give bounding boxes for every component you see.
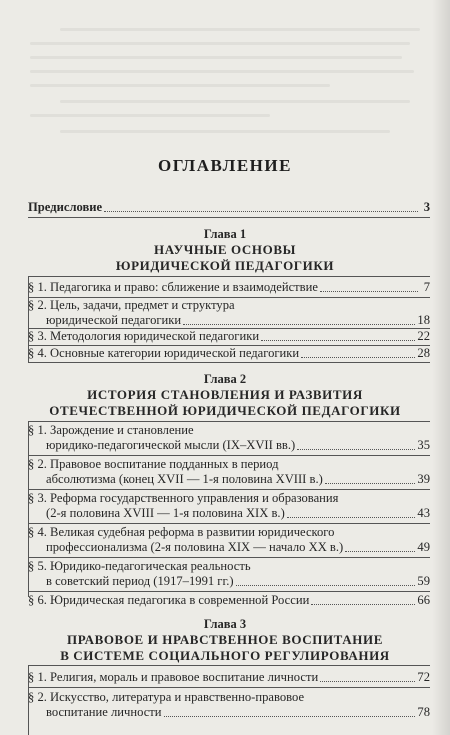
page-number: 43 <box>417 506 430 520</box>
page-number: 66 <box>417 593 430 607</box>
divider <box>28 217 430 218</box>
chapter-title-line: В СИСТЕМЕ СОЦИАЛЬНОГО РЕГУЛИРОВАНИЯ <box>60 648 390 663</box>
chapter-number: Глава 1 <box>203 227 247 241</box>
section-title: § 3. Реформа государственного управления и образования <box>28 491 339 505</box>
page-number: 18 <box>417 313 430 327</box>
toc-entry <box>28 670 430 685</box>
page-number: 7 <box>423 280 430 294</box>
toc-entry <box>28 525 430 555</box>
chapter-title-line: ПРАВОВОЕ И НРАВСТВЕННОЕ ВОСПИТАНИЕ <box>67 632 383 647</box>
leader-dots <box>261 340 415 341</box>
leader-dots <box>311 604 415 605</box>
section-title-cont: (2-я половина XVIII — 1-я половина XIX в.) <box>46 506 285 520</box>
toc-entry <box>28 346 430 361</box>
toc-entry <box>28 593 430 608</box>
section-title: § 6. Юридическая педагогика в современной России <box>28 593 310 607</box>
section-title: § 1. Педагогика и право: сближение и взаимодействие <box>28 280 318 294</box>
page-number: 59 <box>417 574 430 588</box>
section-title: § 2. Цель, задачи, предмет и структура <box>28 298 235 312</box>
section-title: § 1. Зарождение и становление <box>28 423 194 437</box>
divider <box>28 687 430 688</box>
section-title: § 3. Методология юридической педагогики <box>28 329 260 343</box>
chapter-title-line: ЮРИДИЧЕСКОЙ ПЕДАГОГИКИ <box>115 258 335 273</box>
chapter-title-line: ИСТОРИЯ СТАНОВЛЕНИЯ И РАЗВИТИЯ <box>87 387 363 402</box>
preface-label: Предисловие <box>28 200 103 214</box>
section-title: § 1. Религия, мораль и правовое воспитание личности <box>28 670 319 684</box>
divider <box>28 421 430 422</box>
toc-entry <box>28 329 430 344</box>
toc-title: ОГЛАВЛЕНИЕ <box>158 156 292 175</box>
preface-page: 3 <box>423 200 430 214</box>
chapter-number: Глава 2 <box>203 372 247 386</box>
section-title-cont: профессионализма (2-я половина XIX — начало XX в.) <box>46 540 344 554</box>
toc-entry <box>28 280 430 295</box>
section-title-cont: воспитание личности <box>46 705 162 719</box>
chapter-number: Глава 3 <box>203 617 247 631</box>
page-number: 39 <box>417 472 430 486</box>
leader-dots <box>183 324 415 325</box>
section-title: § 2. Искусство, литература и нравственно-правовое <box>28 690 305 704</box>
show-through-text <box>0 0 450 150</box>
toc-entry <box>28 298 430 328</box>
chapter-3-heading <box>0 617 450 664</box>
page-number: 78 <box>417 705 430 719</box>
section-title: § 2. Правовое воспитание подданных в период <box>28 457 279 471</box>
toc-entry <box>28 423 430 453</box>
leader-dots <box>164 716 416 717</box>
section-title: § 4. Основные категории юридической педагогики <box>28 346 300 360</box>
divider <box>28 276 430 277</box>
divider <box>28 489 430 490</box>
divider <box>28 665 430 666</box>
leader-dots <box>325 483 416 484</box>
chapter-2-heading <box>0 372 450 419</box>
page-number: 28 <box>417 346 430 360</box>
leader-dots <box>104 211 418 212</box>
leader-dots <box>345 551 415 552</box>
section-title: § 4. Великая судебная реформа в развитии юридического <box>28 525 335 539</box>
leader-dots <box>301 357 415 358</box>
page-number: 72 <box>417 670 430 684</box>
divider <box>28 557 430 558</box>
section-title-cont: юридико-педагогической мысли (IX–XVII вв.) <box>46 438 296 452</box>
toc-entry <box>28 491 430 521</box>
leader-dots <box>297 449 415 450</box>
page-number: 49 <box>417 540 430 554</box>
divider <box>28 523 430 524</box>
leader-dots <box>236 585 416 586</box>
page-number: 35 <box>417 438 430 452</box>
leader-dots <box>320 291 418 292</box>
page-number: 22 <box>417 329 430 343</box>
section-title-cont: в советский период (1917–1991 гг.) <box>46 574 234 588</box>
chapter-1-heading <box>0 227 450 274</box>
divider <box>28 591 430 592</box>
toc-entry <box>28 457 430 487</box>
divider <box>28 362 430 363</box>
preface-entry <box>28 200 430 215</box>
leader-dots <box>287 517 416 518</box>
section-title: § 5. Юридико-педагогическая реальность <box>28 559 251 573</box>
toc-entry <box>28 559 430 589</box>
divider <box>28 455 430 456</box>
section-title-cont: юридической педагогики <box>46 313 182 327</box>
chapter-title-line: НАУЧНЫЕ ОСНОВЫ <box>154 242 296 257</box>
leader-dots <box>320 681 415 682</box>
section-title-cont: абсолютизма (конец XVII — 1-я половина XVIII в.) <box>46 472 323 486</box>
chapter-title-line: ОТЕЧЕСТВЕННОЙ ЮРИДИЧЕСКОЙ ПЕДАГОГИКИ <box>49 403 401 418</box>
toc-entry <box>28 690 430 720</box>
